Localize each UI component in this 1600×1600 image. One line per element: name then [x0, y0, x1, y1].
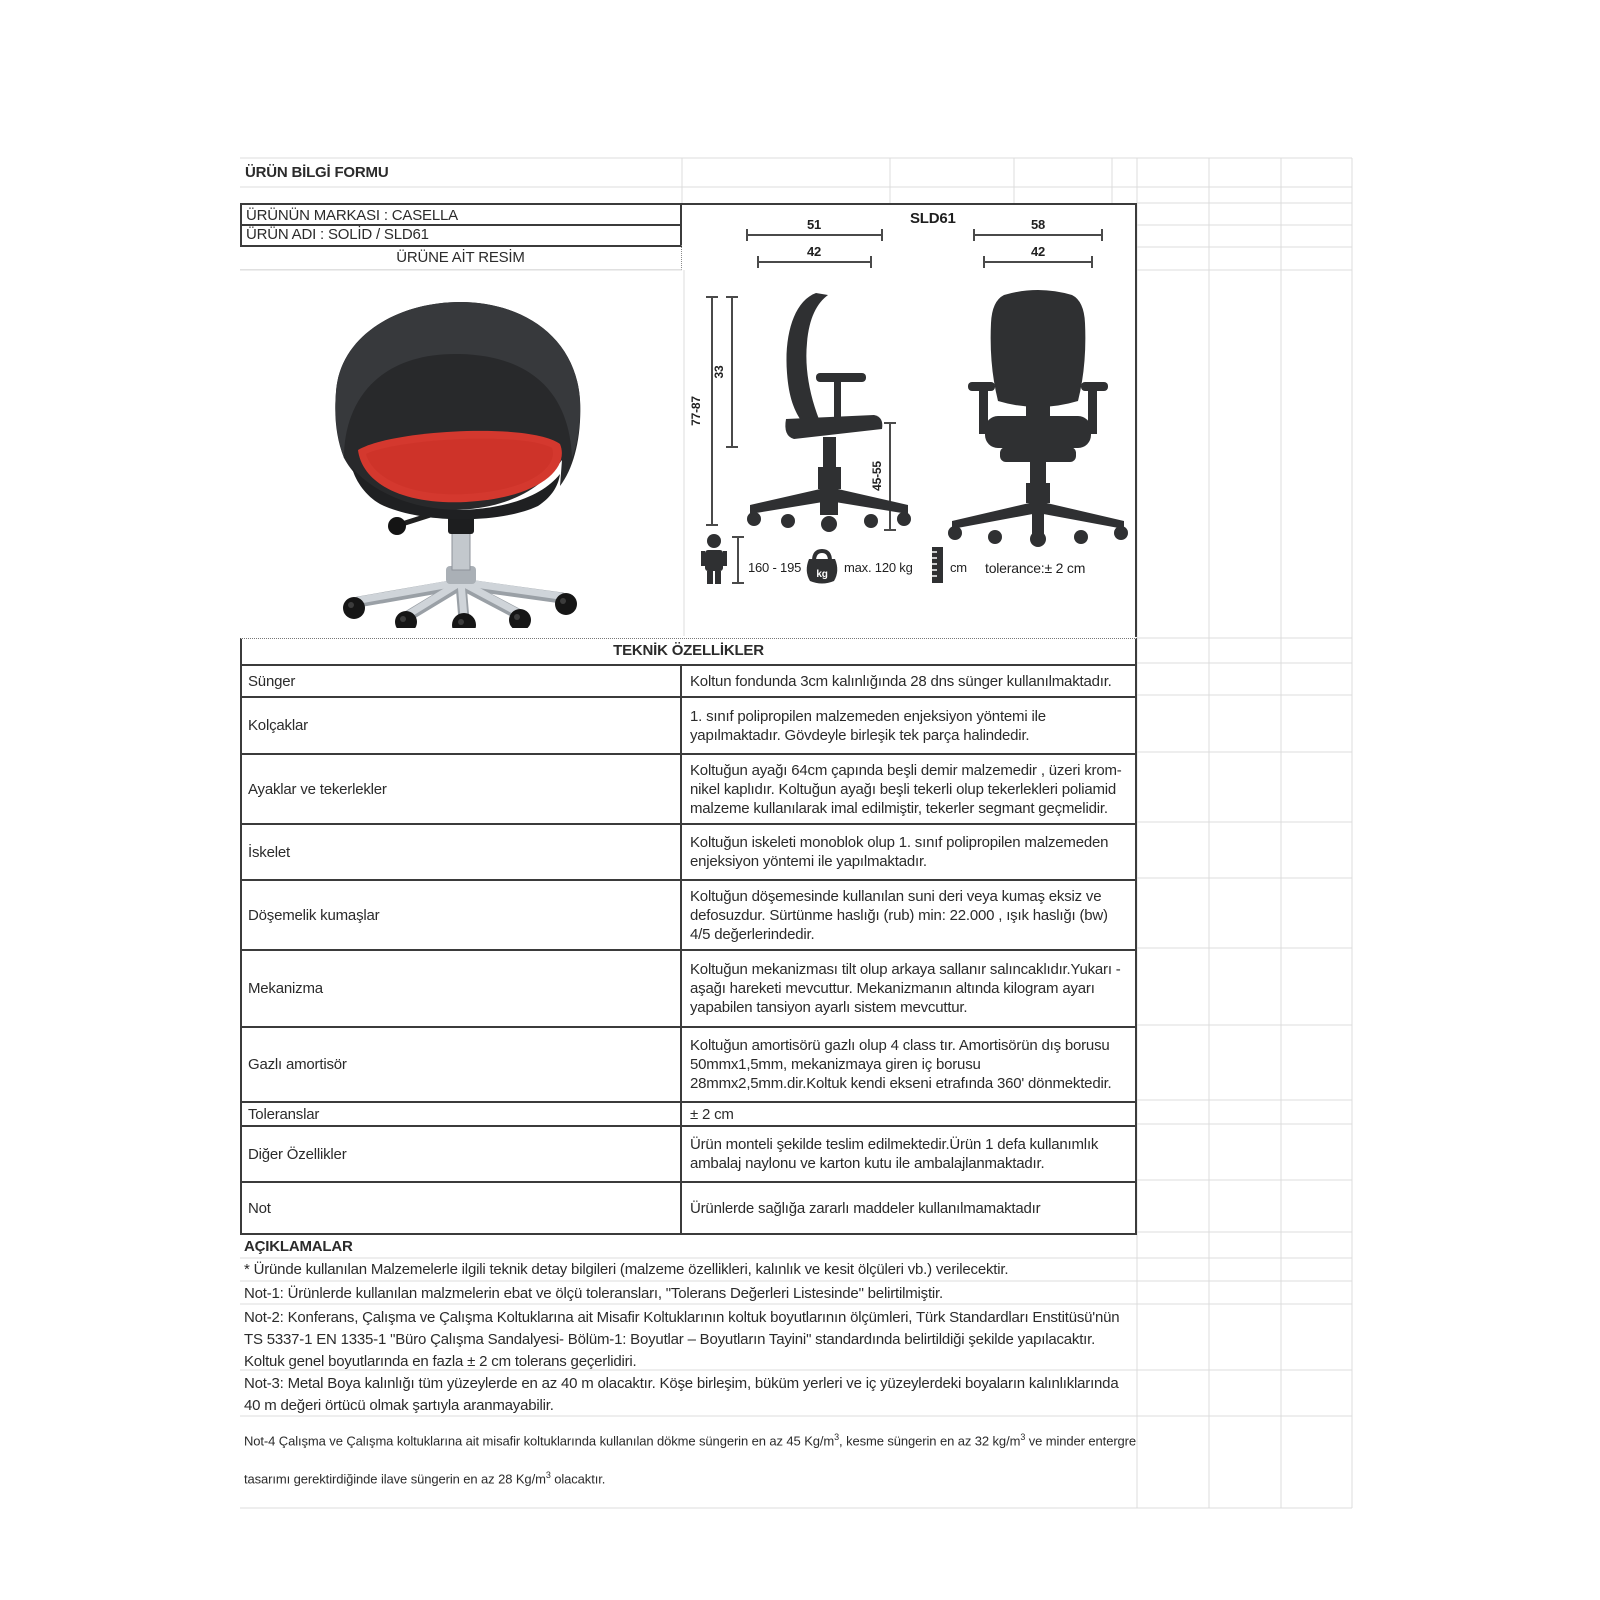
note-item: * Üründe kullanılan Malzemelerle ilgili teknik detay bilgileri (malzeme özellikleri, kalınlık ve kesit ölçüleri vb.) verilecektir.	[244, 1261, 1009, 1278]
note-item: Not-4 Çalışma ve Çalışma koltuklarına ait misafir koltuklarında kullanılan dökme süngerin en az 45 $Kg/m^3$, kesme süngerin en az 32 $kg/m^3$ ve minder entergre tasarımı gerektirdiğinde ilave süngerin en az 28 $Kg/m^3$ olacaktır.	[244, 1432, 1137, 1487]
person-height-icon	[701, 534, 727, 584]
page-title: ÜRÜN BİLGİ FORMU	[245, 164, 389, 181]
max-weight-label: max. 120 kg	[844, 560, 913, 575]
spec-label: Gazlı amortisör	[242, 1028, 682, 1101]
spec-label: Toleranslar	[242, 1103, 682, 1125]
table-row	[242, 1127, 1135, 1183]
table-row	[242, 666, 1135, 698]
weight-kg-icon	[807, 551, 838, 584]
spec-value: 1. sınıf polipropilen malzemeden enjeksiyon yöntemi ile yapılmaktadır. Gövdeyle birleşik tek parça halindedir.	[690, 707, 1046, 744]
tolerance-label: tolerance:± 2 cm	[985, 560, 1086, 576]
spec-label: İskelet	[242, 825, 682, 879]
spec-label: Kolçaklar	[242, 698, 682, 753]
table-row	[242, 1183, 1135, 1233]
spec-value: Koltuğun ayağı 64cm çapında beşli demir malzemedir , üzeri krom-nikel kaplıdır. Koltuğun ayağı beşli tekerli olup tekerlekleri poliamid malzeme kullanılarak imal edilmiştir, tekerler segmant geçmelidir.	[690, 761, 1122, 817]
note-item: Not-2: Konferans, Çalışma ve Çalışma Koltuklarına ait Misafir Koltuklarının koltuk boyutlarının ölçümleri, Türk Standardları Enstitüsü'nün TS 5337-1 EN 1335-1 "Büro Çalışma Sandalyesi- Bölüm-1: Boyutlar – Boyutların Tayini" standardında belirtildiği şekilde yapılacaktır. Koltuk genel boyutlarında en fazla ± 2 cm tolerans geçerlidiri.	[244, 1309, 1120, 1370]
table-row	[242, 755, 1135, 825]
spec-table	[240, 638, 1137, 1235]
spec-label: Ayaklar ve tekerlekler	[242, 755, 682, 823]
chair-back-view	[948, 290, 1128, 547]
spec-value: Koltuğun iskeleti monoblok olup 1. sınıf polipropilen malzemeden enjeksiyon yöntemi ile yapılmaktadır.	[690, 834, 1109, 870]
table-row	[242, 881, 1135, 951]
ruler-icon	[932, 547, 943, 583]
spec-value: Ürün monteli şekilde teslim edilmektedir.Ürün 1 defa kullanımlık ambalaj naylonu ve karton kutu ile ambalajlanmaktadır.	[690, 1136, 1099, 1172]
brand-row: ÜRÜNÜN MARKASI : CASELLA	[240, 203, 682, 226]
chair-side-view	[747, 293, 911, 532]
notes-header: AÇIKLAMALAR	[244, 1238, 353, 1255]
spec-label: Sünger	[242, 666, 682, 696]
svg-text:kg: kg	[816, 569, 828, 580]
drawing-model-label: SLD61	[910, 210, 956, 227]
product-photo	[240, 272, 682, 628]
spec-label: Diğer Özellikler	[242, 1127, 682, 1181]
spec-value: Ürünlerde sağlığa zararlı maddeler kullanılmamaktadır	[690, 1199, 1041, 1217]
dim-back-total-width: 58	[1030, 217, 1046, 232]
product-photo-chair-image	[240, 272, 682, 628]
dim-back-seat-width: 42	[1030, 244, 1046, 259]
table-row	[242, 698, 1135, 755]
product-name-row: ÜRÜN ADI : SOLİD / SLD61	[240, 224, 682, 247]
spec-label: Mekanizma	[242, 951, 682, 1026]
dim-total-height: 77-87	[689, 396, 703, 426]
table-row	[242, 1103, 1135, 1127]
person-height-range: 160 - 195	[748, 560, 802, 575]
dim-seat-height: 45-55	[870, 461, 884, 491]
spec-value: ± 2 cm	[690, 1105, 734, 1123]
spec-value: Koltun fondunda 3cm kalınlığında 28 dns sünger kullanılmaktadır.	[690, 672, 1112, 690]
table-row	[242, 1028, 1135, 1103]
spec-label: Not	[242, 1183, 682, 1233]
technical-drawing	[682, 205, 1137, 636]
image-caption: ÜRÜNE AİT RESİM	[240, 245, 682, 270]
spec-label: Döşemelik kumaşlar	[242, 881, 682, 949]
spec-value: Koltuğun döşemesinde kullanılan suni deri veya kumaş eksiz ve defosuzdur. Sürtünme haslığı (rub) min: 22.000 , ışık haslığı (bw) 4/5 değerlerindedir.	[690, 887, 1108, 943]
dim-backrest-height: 33	[712, 365, 726, 379]
table-row	[242, 951, 1135, 1028]
dim-side-total-width: 51	[806, 217, 822, 232]
note-item: Not-3: Metal Boya kalınlığı tüm yüzeylerde en az 40 m olacaktır. Köşe birleşim, büküm yerleri ve iç yüzeylerdeki boyaların kalınlıklarında 40 m değeri örtücü olmak şartıyla aranmayabilir.	[244, 1375, 1119, 1414]
spec-table-header: TEKNİK ÖZELLİKLER	[242, 639, 1135, 666]
table-row	[242, 825, 1135, 881]
spec-value: Koltuğun amortisörü gazlı olup 4 class tır. Amortisörün dış borusu 50mmx1,5mm, mekanizmaya giren iç borusu 28mmx2,5mm.dir.Koltuk kendi ekseni etrafında 360' dönmektedir.	[690, 1037, 1112, 1092]
dim-side-seat-width: 42	[806, 244, 822, 259]
unit-label: cm	[950, 560, 967, 575]
note-item: Not-1: Ürünlerde kullanılan malzmelerin ebat ve ölçü toleransları, "Tolerans Değerleri Listesinde" belirtilmiştir.	[244, 1285, 943, 1302]
spec-value: Koltuğun mekanizması tilt olup arkaya sallanır salıncaklıdır.Yukarı - aşağı hareketi mevcuttur. Mekanizmanın altında kilogram ayarı yapabilen tansiyon ayarlı sistem mevcuttur.	[690, 961, 1121, 1016]
